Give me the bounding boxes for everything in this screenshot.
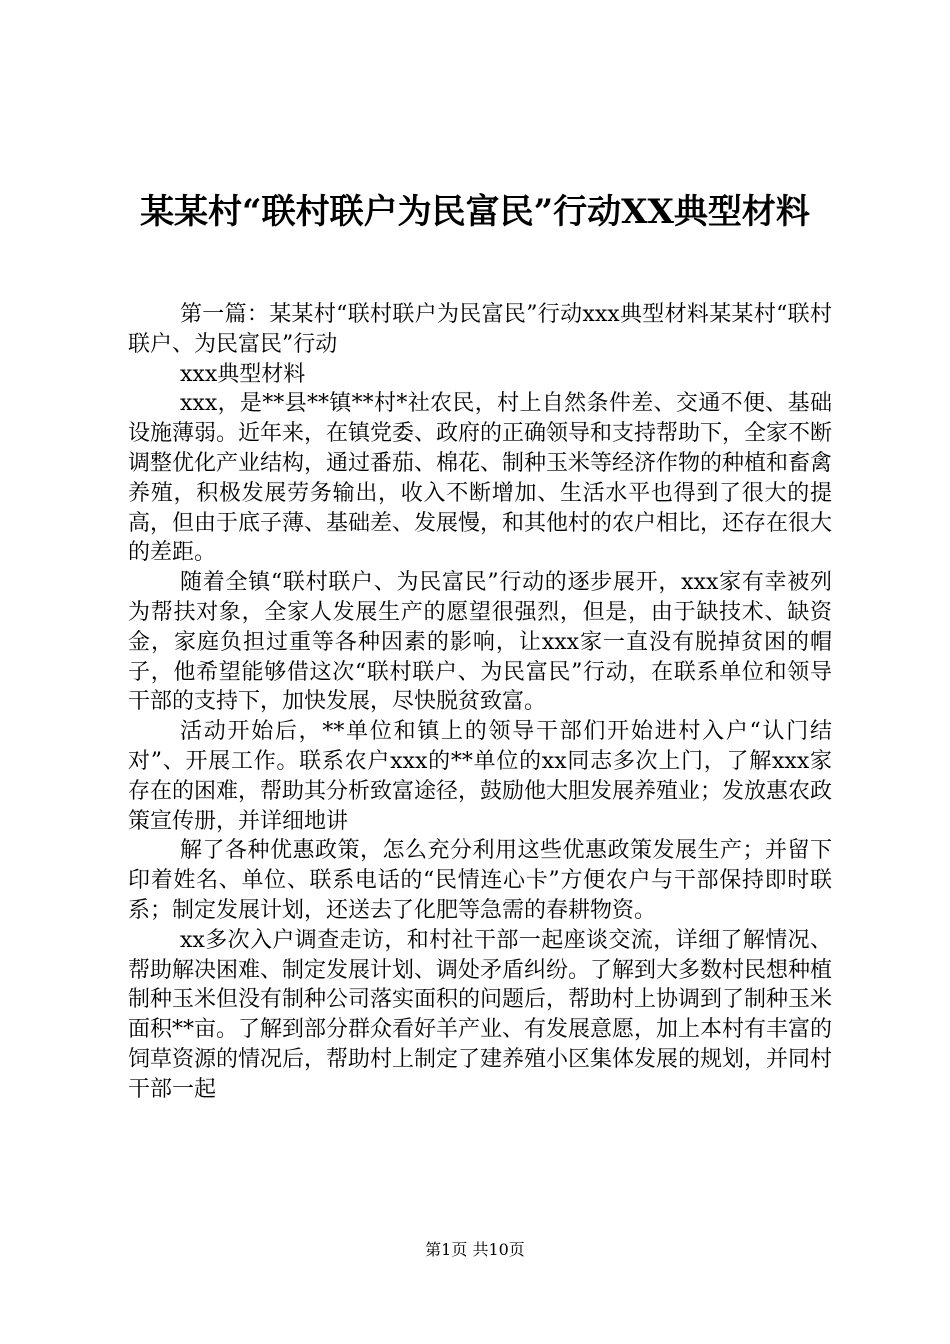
- paragraph-activity-start: 活动开始后，**单位和镇上的领导干部们开始进村入户“认门结对”、开展工作。联系农户xxx的**单位的xx同志多次上门，了解xxx家存在的困难，帮助其分析致富途径，鼓励他大胆发展养殖业；发放惠农政策宣传册，并详细地讲: [128, 719, 833, 834]
- paragraph-background: xxx，是**县**镇**村*社农民，村上自然条件差、交通不便、基础设施薄弱。近年来，在镇党委、政府的正确领导和支持帮助下，全家不断调整优化产业结构，通过番茄、棉花、制种玉米等经济作物的种植和畜禽养殖，积极发展劳务输出，收入不断增加、生活水平也得到了很大的提高，但由于底子薄、基础差、发展慢，和其他村的农户相比，还存在很大的差距。: [128, 391, 833, 566]
- page-footer: 第1页 共10页: [425, 1240, 525, 1259]
- document-title: 某某村“联村联户为民富民”行动XX典型材料: [140, 192, 810, 232]
- paragraph-visits: xx多次入户调查走访，和村社干部一起座谈交流，详细了解情况、帮助解决困难、制定发展计划、调处矛盾纠纷。了解到大多数村民想种植制种玉米但没有制种公司落实面积的问题后，帮助村上协调到了制种玉米面积**亩。了解到部分群众看好羊产业、有发展意愿，加上本村有丰富的饲草资源的情况后，帮助村上制定了建养殖小区集体发展的规划，并同村干部一起: [128, 927, 833, 1102]
- paragraph-policy: 解了各种优惠政策，怎么充分利用这些优惠政策发展生产；并留下印着姓名、单位、联系电话的“民情连心卡”方便农户与干部保持即时联系；制定发展计划，还送去了化肥等急需的春耕物资。: [128, 838, 832, 923]
- paragraph-heading: 第一篇：某某村“联村联户为民富民”行动xxx典型材料某某村“联村联户、为民富民”行动: [128, 302, 832, 357]
- paragraph-assistance: 随着全镇“联村联户、为民富民”行动的逐步展开，xxx家有幸被列为帮扶对象，全家人发展生产的愿望很强烈，但是，由于缺技术、缺资金，家庭负担过重等各种因素的影响，让xxx家一直没有脱掉贫困的帽子，他希望能够借这次“联村联户、为民富民”行动，在联系单位和领导干部的支持下，加快发展，尽快脱贫致富。: [128, 570, 832, 715]
- document-body: [128, 300, 832, 1105]
- paragraph-subheading: xxx典型材料: [180, 361, 306, 387]
